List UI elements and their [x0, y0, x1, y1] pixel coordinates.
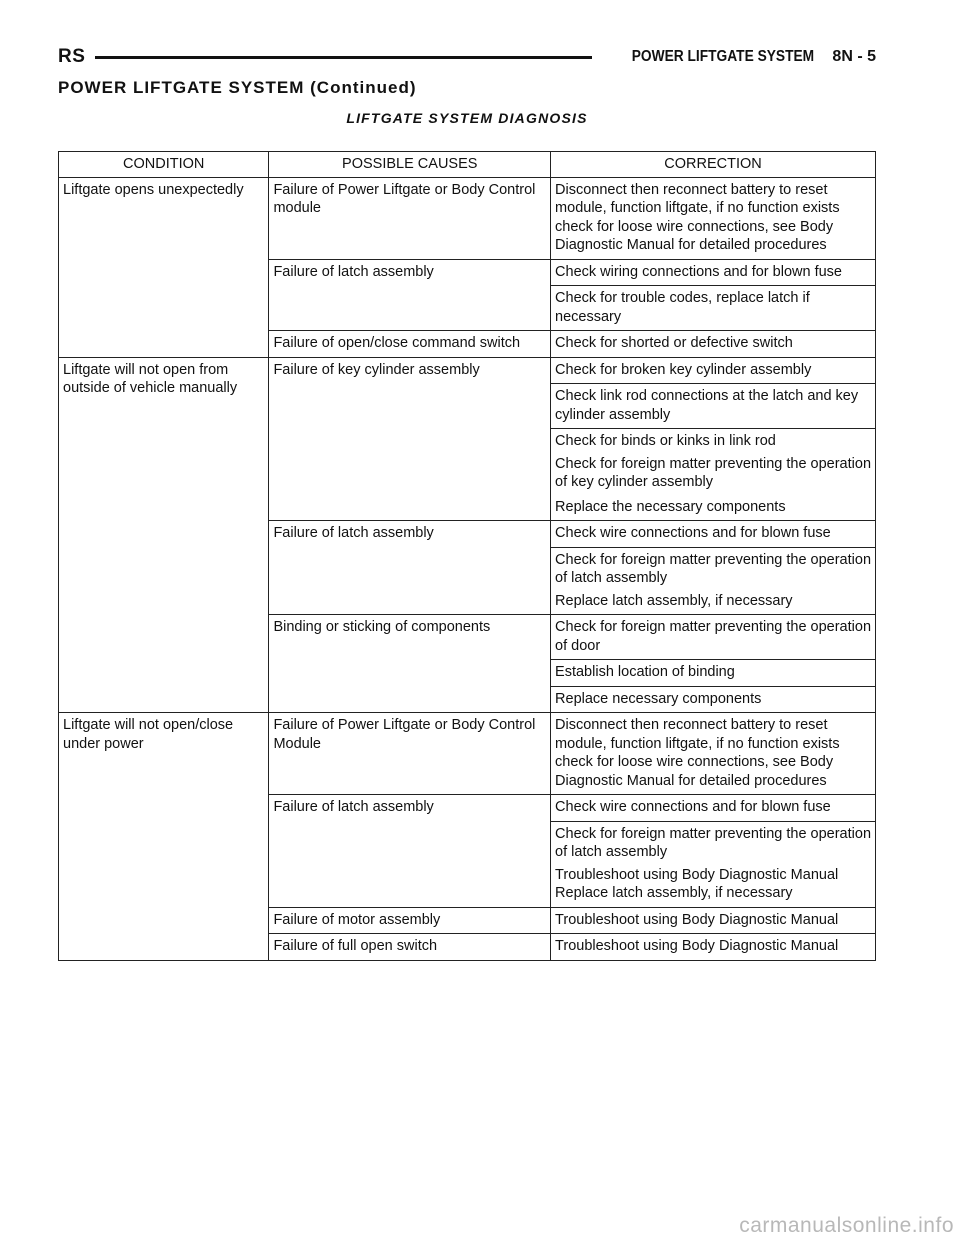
cause-cell: Failure of latch assembly [269, 521, 551, 615]
cause-cell: Failure of open/close command switch [269, 331, 551, 358]
condition-cell: Liftgate will not open/close under power [59, 713, 269, 961]
column-header-condition: CONDITION [59, 152, 269, 178]
section-title: POWER LIFTGATE SYSTEM (Continued) [58, 78, 417, 97]
cause-cell: Failure of latch assembly [269, 795, 551, 908]
table-caption: LIFTGATE SYSTEM DIAGNOSIS [346, 110, 588, 126]
correction-text: Check wiring connections and for blown fuse [555, 263, 842, 280]
diagnosis-table [58, 151, 876, 961]
correction-text: Troubleshoot using Body Diagnostic Manual Replace latch assembly, if necessary [555, 866, 839, 901]
correction-cell [551, 795, 876, 822]
correction-cell [551, 384, 876, 429]
column-header-correction: CORRECTION [551, 152, 876, 178]
page-header [58, 44, 876, 70]
correction-cell [551, 821, 876, 907]
correction-cell [551, 615, 876, 660]
correction-text: Troubleshoot using Body Diagnostic Manual [555, 911, 839, 928]
correction-text: Check for foreign matter preventing the operation of key cylinder assembly [555, 455, 872, 490]
correction-cell [551, 547, 876, 615]
correction-cell [551, 686, 876, 713]
correction-cell [551, 331, 876, 358]
cause-cell: Failure of Power Liftgate or Body Control module [269, 177, 551, 259]
correction-text: Check for foreign matter preventing the operation of door [555, 619, 872, 654]
header-title: POWER LIFTGATE SYSTEM [631, 48, 815, 65]
correction-text: Check wire connections and for blown fuse [555, 799, 831, 815]
table-row [59, 713, 876, 795]
correction-cell [551, 357, 876, 384]
correction-text: Check link rod connections at the latch and key cylinder assembly [555, 388, 859, 423]
correction-text: Check for shorted or defective switch [555, 335, 793, 351]
cause-cell: Failure of full open switch [269, 934, 551, 961]
correction-cell [551, 429, 876, 521]
cause-cell: Failure of motor assembly [269, 907, 551, 934]
correction-text: Check for binds or kinks in link rod [555, 433, 776, 449]
correction-text: Check for broken key cylinder assembly [555, 361, 812, 378]
correction-text: Disconnect then reconnect battery to reset module, function liftgate, if no function exists check for loose wire connections, see Body Diagnostic Manual for detailed procedures [555, 181, 840, 253]
correction-cell [551, 286, 876, 331]
column-header-causes: POSSIBLE CAUSES [269, 152, 551, 178]
model-code: RS [58, 46, 86, 67]
condition-cell: Liftgate will not open from outside of vehicle manually [59, 357, 269, 713]
correction-text: Disconnect then reconnect battery to reset module, function liftgate, if no function exists check for loose wire connections, see Body Diagnostic Manual for detailed procedures [555, 717, 840, 789]
table-row [59, 177, 876, 259]
correction-text: Check wire connections and for blown fuse [555, 525, 831, 541]
correction-cell [551, 907, 876, 934]
cause-cell: Binding or sticking of components [269, 615, 551, 713]
cause-cell: Failure of latch assembly [269, 259, 551, 331]
correction-cell [551, 521, 876, 548]
correction-text: Troubleshoot using Body Diagnostic Manual [555, 938, 839, 954]
correction-text: Establish location of binding [555, 664, 735, 680]
page-number: 8N - 5 [832, 48, 876, 65]
header-rule [95, 56, 592, 59]
correction-cell [551, 660, 876, 687]
correction-text: Check for foreign matter preventing the operation of latch assembly [555, 825, 872, 860]
cause-cell: Failure of key cylinder assembly [269, 357, 551, 521]
condition-cell: Liftgate opens unexpectedly [59, 177, 269, 357]
correction-text: Replace the necessary components [555, 498, 786, 515]
cause-cell: Failure of Power Liftgate or Body Control Module [269, 713, 551, 795]
correction-text: Replace latch assembly, if necessary [555, 592, 793, 609]
table-header-row [59, 152, 876, 178]
watermark: carmanualsonline.info [739, 1214, 954, 1237]
table-row [59, 357, 876, 384]
correction-text: Check for trouble codes, replace latch if necessary [555, 290, 810, 325]
correction-text: Replace necessary components [555, 690, 762, 707]
table-body [59, 177, 876, 960]
correction-cell [551, 713, 876, 795]
correction-cell [551, 177, 876, 259]
correction-cell [551, 259, 876, 286]
correction-text: Check for foreign matter preventing the operation of latch assembly [555, 551, 872, 586]
correction-cell [551, 934, 876, 961]
